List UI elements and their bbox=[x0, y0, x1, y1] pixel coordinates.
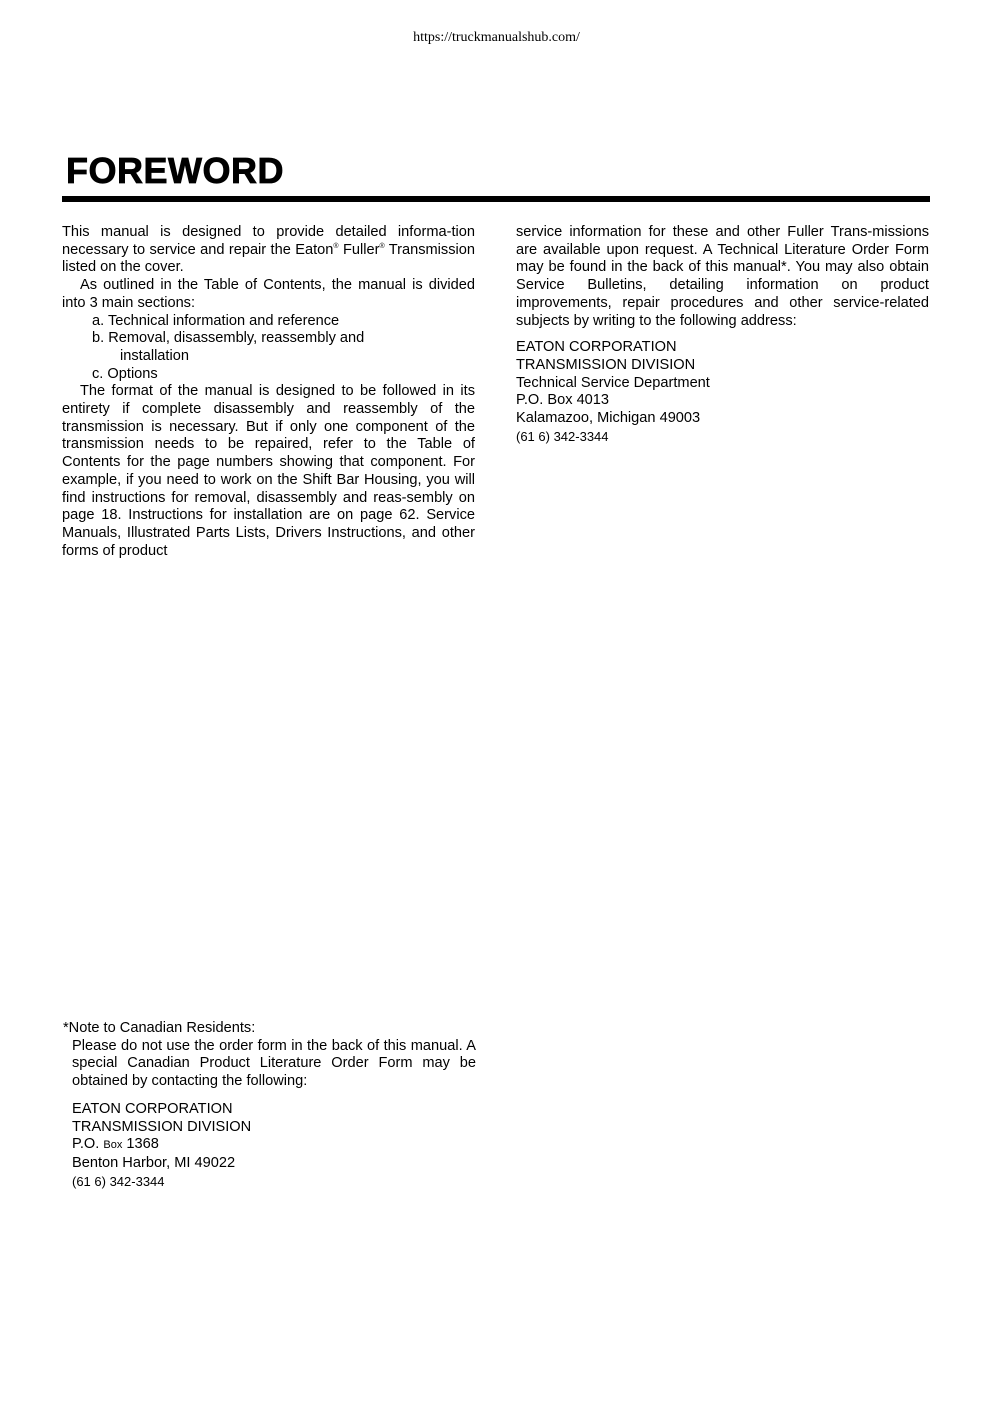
title-rule bbox=[62, 196, 930, 202]
header-url: https://truckmanualshub.com/ bbox=[413, 30, 580, 45]
canadian-note bbox=[63, 1020, 476, 1190]
po-label: P.O. bbox=[72, 1136, 100, 1153]
intro-text-c: Transmission listed on the cover. bbox=[62, 241, 475, 276]
canadian-address-block bbox=[63, 1101, 476, 1191]
list-item-text: Technical information and reference bbox=[107, 312, 340, 329]
left-column bbox=[62, 224, 475, 560]
intro-text-a: This manual is designed to provide detailed informa-tion necessary to service and repair the Eaton bbox=[62, 224, 475, 258]
address-line: EATON CORPORATION bbox=[72, 1100, 233, 1117]
registered-mark: ® bbox=[333, 242, 339, 250]
list-item-label: a. bbox=[92, 312, 105, 329]
address-line bbox=[72, 1136, 476, 1155]
note-body: Please do not use the order form in the back of this manual. A special Canadian Product Literature Order Form may be obtained by contacting the following: bbox=[72, 1037, 476, 1090]
address-line: TRANSMISSION DIVISION bbox=[516, 356, 696, 373]
address-block bbox=[516, 339, 929, 445]
list-item-label: b. bbox=[92, 330, 105, 347]
address-phone: (61 6) 342-3344 bbox=[72, 1173, 165, 1189]
intro-text-b: Fuller bbox=[338, 241, 380, 258]
address-line: TRANSMISSION DIVISION bbox=[72, 1118, 252, 1135]
registered-mark: ® bbox=[379, 242, 385, 250]
list-item-text: Options bbox=[107, 365, 158, 382]
address-line: Technical Service Department bbox=[516, 374, 710, 391]
list-item-label: c. bbox=[92, 365, 104, 382]
box-number: 1368 bbox=[126, 1136, 159, 1153]
address-phone: (61 6) 342-3344 bbox=[516, 428, 609, 444]
address-line: Benton Harbor, MI 49022 bbox=[72, 1154, 236, 1171]
box-label: Box bbox=[103, 1139, 123, 1152]
list-item bbox=[62, 366, 475, 384]
sections-list bbox=[62, 313, 475, 384]
format-paragraph: The format of the manual is designed to be followed in its entirety if complete disassembly and reassembly of the transmission is necessary. But if only one component of the transmission needs to be repaired, refer to the Table of Contents for the page numbers showing that component. For example, if you need to work on the Shift Bar Housing, you will find instructions for removal, disassembly and reas-sembly on page 18. Instructions for installation are on page 62. Service Manuals, Illustrated Parts Lists, Drivers Instructions, and other forms of product bbox=[62, 383, 475, 559]
sections-paragraph: As outlined in the Table of Contents, the manual is divided into 3 main sections: bbox=[62, 277, 475, 311]
list-item bbox=[62, 330, 475, 365]
address-line: P.O. Box 4013 bbox=[516, 392, 610, 409]
intro-paragraph bbox=[62, 224, 475, 277]
address-line: Kalamazoo, Michigan 49003 bbox=[516, 410, 701, 427]
list-item bbox=[62, 313, 475, 331]
address-line: EATON CORPORATION bbox=[516, 339, 677, 356]
page-title: FOREWORD bbox=[66, 150, 284, 191]
note-heading: *Note to Canadian Residents: bbox=[63, 1020, 256, 1036]
service-info-paragraph: service information for these and other Fuller Trans-missions are available upon request. A Technical Literature Order Form may be found in the back of this manual*. You may also obtain Service Bulletins, detailing information on product improvements, repair procedures and other service-related subjects by writing to the following address: bbox=[516, 224, 929, 329]
list-item-text: Removal, disassembly, reassembly and bbox=[108, 330, 365, 347]
list-item-continuation: installation bbox=[120, 347, 189, 364]
right-column bbox=[516, 224, 929, 445]
